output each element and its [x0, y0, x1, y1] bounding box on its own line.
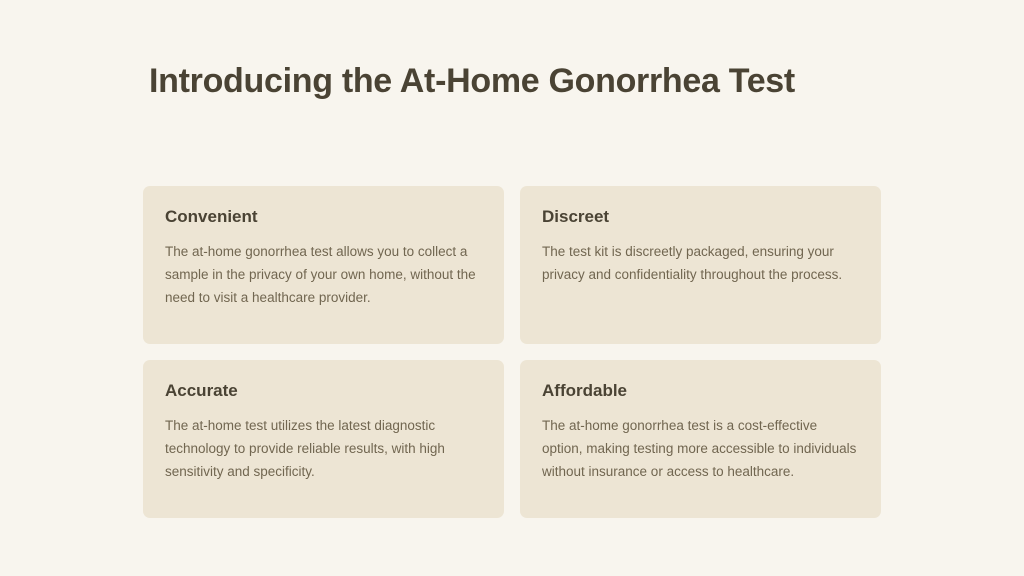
feature-card-affordable	[520, 360, 881, 518]
card-body: The at-home gonorrhea test allows you to collect a sample in the privacy of your own home, without the need to visit a healthcare provider.	[165, 244, 476, 305]
feature-card-accurate	[143, 360, 504, 518]
card-body: The at-home gonorrhea test is a cost-effective option, making testing more accessible to individuals without insurance or access to healthcare.	[542, 418, 857, 479]
feature-card-discreet	[520, 186, 881, 344]
card-body: The at-home test utilizes the latest diagnostic technology to provide reliable results, with high sensitivity and specificity.	[165, 418, 445, 479]
card-heading: Affordable	[542, 381, 627, 400]
feature-card-convenient	[143, 186, 504, 344]
card-body: The test kit is discreetly packaged, ensuring your privacy and confidentiality throughout the process.	[542, 244, 843, 282]
slide-title: Introducing the At-Home Gonorrhea Test	[149, 62, 795, 100]
card-heading: Accurate	[165, 381, 238, 400]
card-heading: Convenient	[165, 207, 258, 226]
card-heading: Discreet	[542, 207, 610, 226]
